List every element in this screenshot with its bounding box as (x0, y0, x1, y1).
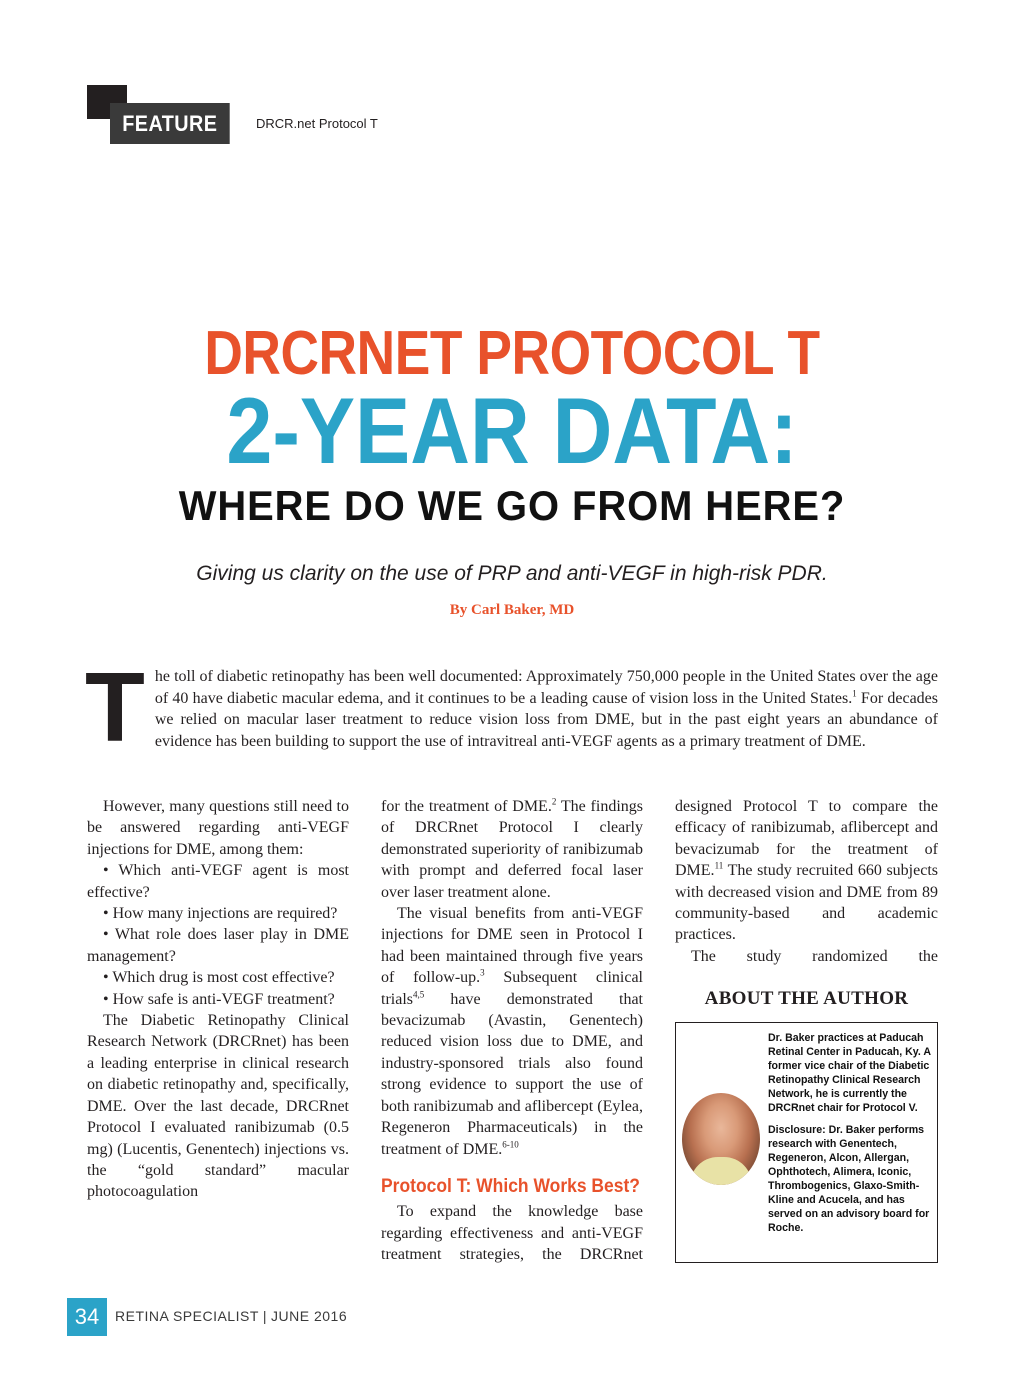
col3-para-2: The study randomized the (691, 947, 938, 965)
col2-text: for the treatment of DME. (381, 798, 552, 815)
feature-label: FEATURE (110, 103, 230, 144)
col2-text: have demonstrated that bevacizumab (Avastin, Genentech) reduced vision loss due to DME, and industry-sponsored trials also found strong evidence to support the use of both ranibizumab and aflibercept (Eylea, Regeneron Pharmaceuticals) in the treatment of DME. (381, 990, 643, 1158)
intro-text-2: For decades we relied on macular laser treatment to reduce vision loss from DME, but in the past eight years an abundance of evidence has been building to support the use of intravitreal anti-VEGF agents as a primary treatment of DME. (154, 689, 938, 750)
intro-paragraph (85, 652, 938, 762)
about-author-text (768, 1031, 933, 1235)
ref: 6-10 (502, 1139, 519, 1150)
col3-para-1 (675, 796, 938, 946)
column-2 (381, 796, 643, 1266)
col2-para-1 (381, 796, 643, 903)
col1-para-1: However, many questions still need to be answered regarding anti-VEGF injections for DME, among them: (87, 798, 349, 858)
bullet-item: • How safe is anti-VEGF treatment? (103, 990, 335, 1008)
title-line-2: 2-YEAR DATA: (226, 378, 798, 483)
col2-text: The visual benefits from anti-VEGF injections for DME seen in Protocol I had been maintained through five years of follow-up. (381, 905, 643, 987)
about-author-heading: ABOUT THE AUTHOR (704, 988, 909, 1009)
bullet-item: • Which drug is most cost effective? (103, 969, 335, 987)
ref: 2 (551, 796, 557, 807)
footer-publication (115, 1308, 347, 1324)
col2-para-2 (381, 903, 643, 1160)
ref: 4,5 (413, 989, 425, 1000)
section-subhead: Protocol T: Which Works Best? (381, 1175, 640, 1197)
col2-text: Subsequent clinical trials (381, 969, 643, 1008)
ref-1: 1 (852, 688, 857, 699)
drop-cap: T (85, 652, 145, 762)
bullet-item: • What role does laser play in DME management? (87, 926, 349, 965)
title-line-1: DRCRNET PROTOCOL T (204, 319, 820, 388)
subtitle: Giving us clarity on the use of PRP and anti-VEGF in high-risk PDR. (196, 562, 828, 585)
col3-text: The study recruited 660 subjects with decreased vision and DME from 89 community-based and academic practices. (675, 862, 938, 944)
author-photo-shirt (690, 1157, 752, 1185)
bullet-item: • How many injections are required? (103, 905, 338, 923)
col2-text: The findings of DRCRnet Protocol I clearly demonstrated superiority of ranibizumab with prompt and deferred focal laser over laser treatment alone. (381, 798, 643, 901)
col1-para-2: The Diabetic Retinopathy Clinical Research Network (DRCRnet) has been a leading enterprise in clinical research on diabetic retinopathy and, specifically, DME. Over the last decade, DRCRnet Protocol I evaluated ranibizumab (0.5 mg) (Lucentis, Genentech) injections vs. the “gold standard” macular photocoagulation (87, 1012, 349, 1201)
publication-name: RETINA SPECIALIST (115, 1308, 259, 1324)
issue-date: JUNE 2016 (271, 1308, 348, 1324)
intro-text-1: he toll of diabetic retinopathy has been well documented: Approximately 750,000 people in the United States over the age of 40 have diabetic macular edema, and it continues to be a leading cause of vision loss in the United States. (154, 668, 938, 707)
footer-separator: | (262, 1308, 268, 1324)
title-line-3: WHERE DO WE GO FROM HERE? (178, 482, 846, 529)
col2-para-3: To expand the knowledge base regarding effectiveness and anti-VEGF treatment strategies, the DRCRnet (381, 1203, 643, 1264)
ref: 3 (480, 967, 485, 978)
column-1 (87, 796, 349, 1203)
section-label: DRCR.net Protocol T (256, 116, 378, 131)
author-photo (682, 1093, 760, 1185)
author-disclosure: Disclosure: Dr. Baker performs research with Genentech, Regeneron, Alcon, Allergan, Ophthotech, Alimera, Iconic, Thrombogenics, Glaxo-Smith-Kline and Acucela, and has served on an advisory board for Roche. (768, 1124, 930, 1234)
byline: By Carl Baker, MD (449, 602, 575, 618)
about-author-box (675, 1022, 938, 1263)
column-3 (675, 796, 938, 967)
col3-text: designed Protocol T to compare the efficacy of ranibizumab, aflibercept and bevacizumab for the treatment of DME. (675, 798, 938, 880)
author-bio: Dr. Baker practices at Paducah Retinal Center in Paducah, Ky. A former vice chair of the Diabetic Retinopathy Clinical Research Network, he is currently the DRCRnet chair for Protocol V. (768, 1032, 931, 1114)
page-number: 34 (67, 1298, 107, 1336)
ref: 11 (714, 860, 724, 871)
bullet-item: • Which anti-VEGF agent is most effective? (87, 862, 349, 901)
